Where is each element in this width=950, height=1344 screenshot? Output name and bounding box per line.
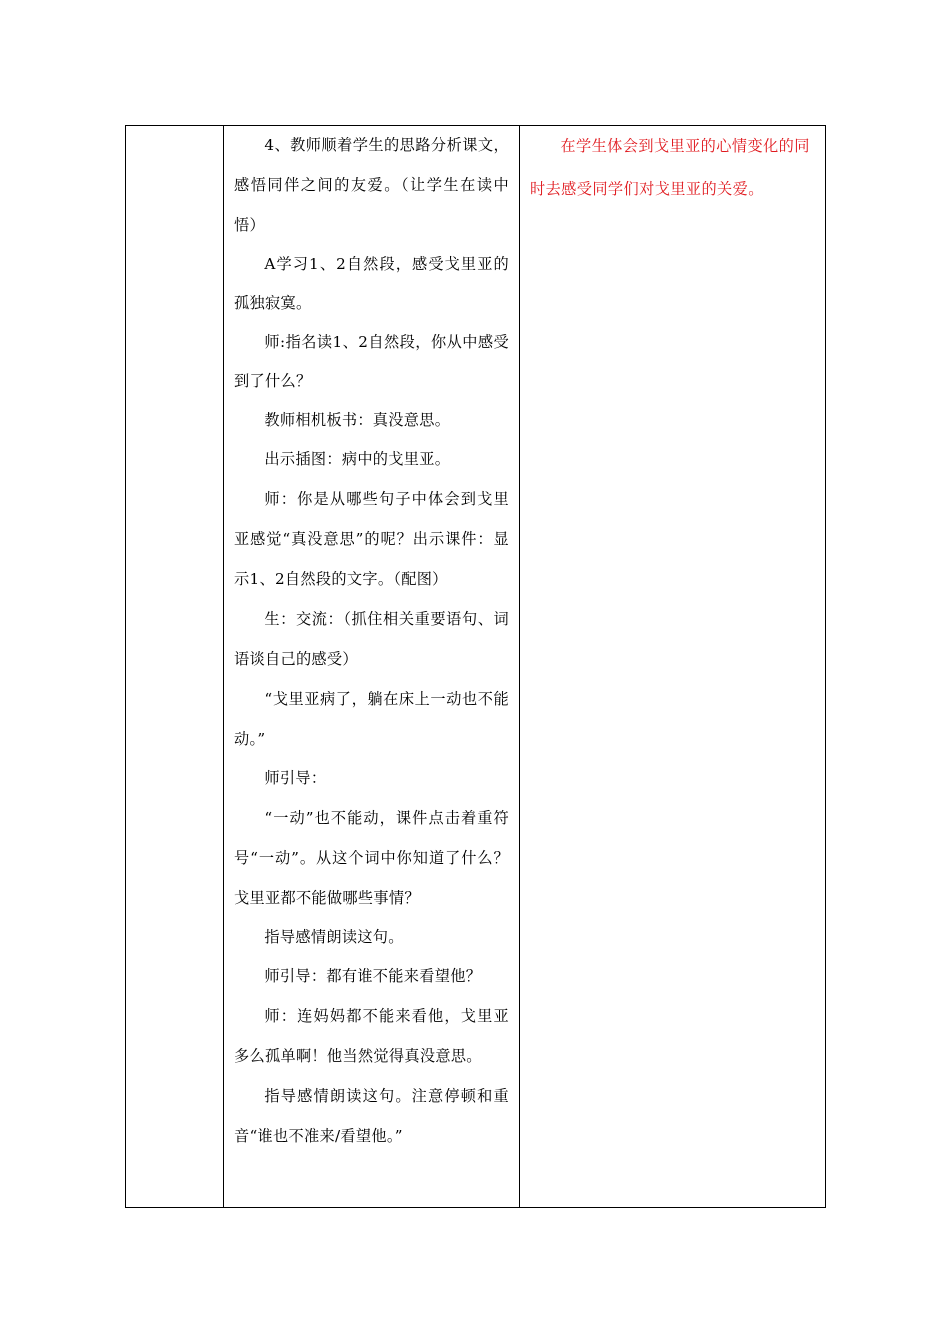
paragraph-teacher-question: 师:指名读1、2自然段，你从中感受到了什么？ (234, 333, 509, 390)
teaching-process-cell (224, 126, 518, 1207)
paragraph-who-visits: 师引导：都有谁不能来看望他？ (264, 967, 482, 985)
left-column-cell (126, 126, 223, 1207)
paragraph-study-section: A学习1、2自然段，感受戈里亚的孤独寂寞。 (234, 255, 509, 312)
lesson-plan-table (125, 125, 826, 1208)
paragraph-board-writing: 教师相机板书：真没意思。 (264, 411, 451, 429)
paragraph-emphasis: “一动”也不能动，课件点击着重符号“一动”。从这个词中你知道了什么？戈里亚都不能做哪些事情？ (234, 809, 509, 907)
paragraph-lonely: 师：连妈妈都不能来看他，戈里亚多么孤单啊！他当然觉得真没意思。 (234, 1007, 509, 1065)
paragraph-read-aloud-1: 指导感情朗读这句。 (264, 928, 404, 946)
paragraph-show-illustration: 出示插图：病中的戈里亚。 (264, 450, 451, 468)
paragraph-step-4: 4、教师顺着学生的思路分析课文，感悟同伴之间的友爱。（让学生在读中悟） (234, 136, 509, 234)
paragraph-quote-sick: “戈里亚病了，躺在床上一动也不能动。” (234, 690, 509, 748)
paragraph-student-exchange: 生：交流：（抓住相关重要语句、词语谈自己的感受） (234, 610, 509, 668)
design-intent-note: 在学生体会到戈里亚的心情变化的同时去感受同学们对戈里亚的关爱。 (530, 137, 810, 198)
paragraph-teacher-prompt: 师：你是从哪些句子中体会到戈里亚感觉“真没意思”的呢？出示课件：显示1、2自然段的文字。（配图） (234, 490, 509, 588)
paragraph-read-aloud-2: 指导感情朗读这句。注意停顿和重音“谁也不准来/看望他。” (234, 1087, 509, 1145)
paragraph-teacher-guide: 师引导： (264, 769, 327, 787)
design-intent-cell (520, 126, 825, 1207)
